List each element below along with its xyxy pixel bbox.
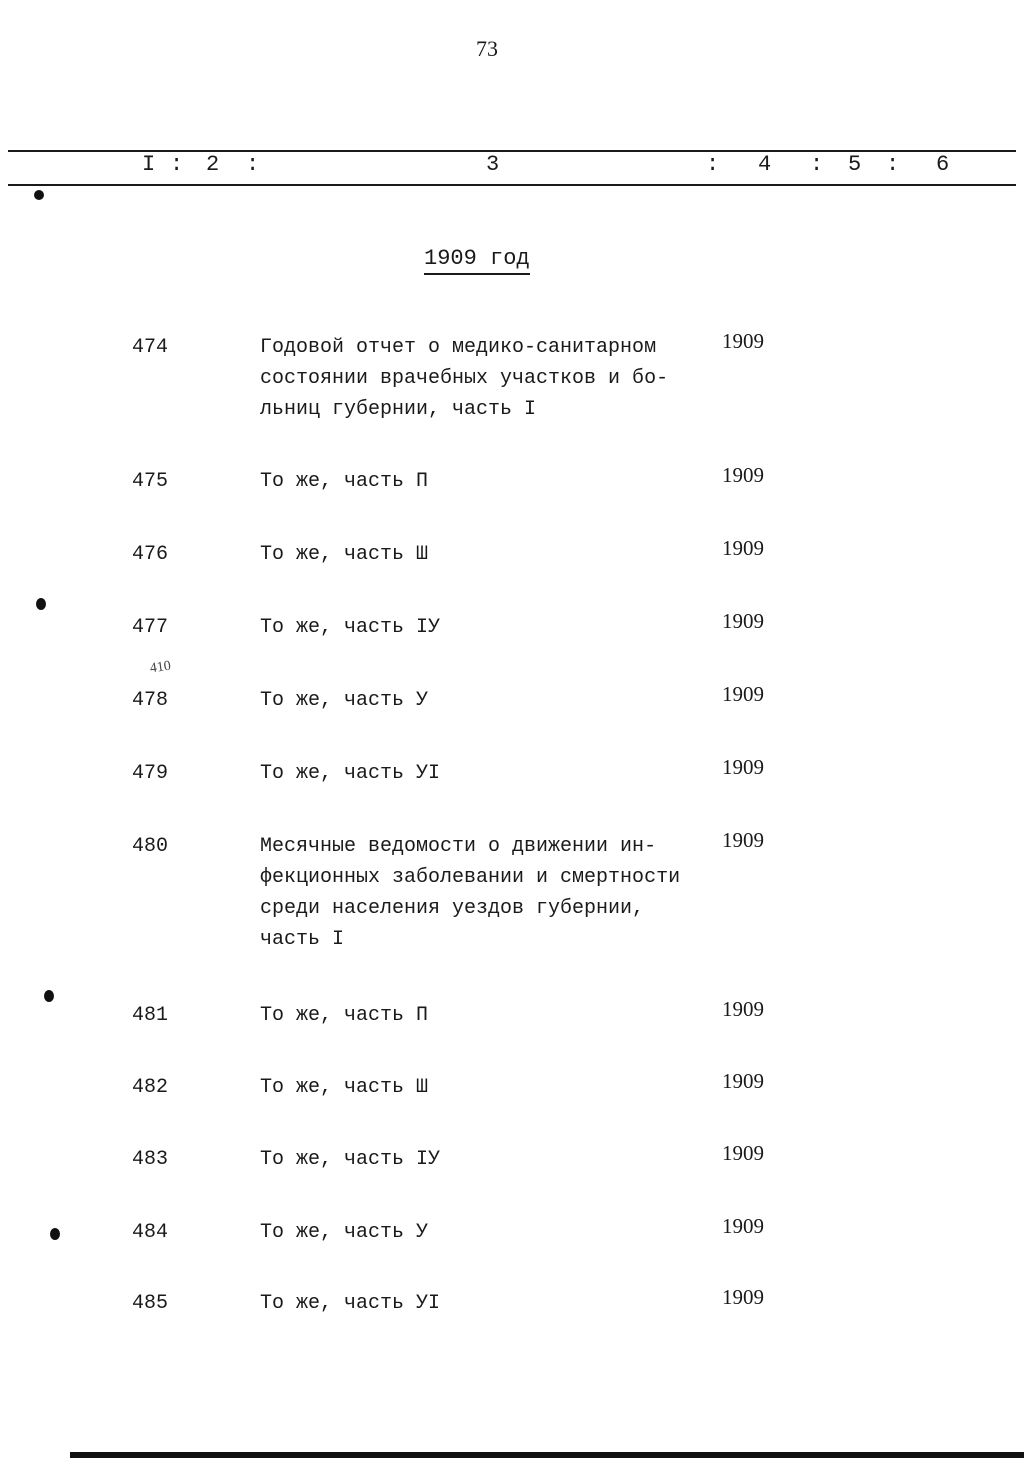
footer-rule bbox=[70, 1452, 1024, 1458]
entry-number: 484 bbox=[132, 1221, 169, 1244]
entry-year: 1909 bbox=[722, 1214, 764, 1238]
column-header-3: 3 bbox=[486, 152, 500, 177]
entry-title: То же, часть У bbox=[260, 1221, 429, 1244]
entry-year: 1909 bbox=[722, 828, 764, 852]
entry-title: То же, часть IУ bbox=[260, 1148, 441, 1171]
entry-title: То же, часть У bbox=[260, 689, 429, 712]
entry-year: 1909 bbox=[722, 609, 764, 633]
entry-year: 1909 bbox=[722, 1285, 764, 1309]
entry-number: 483 bbox=[132, 1148, 169, 1171]
column-header-4: 4 bbox=[758, 152, 772, 177]
column-header-separator: : bbox=[810, 152, 824, 177]
entry-year: 1909 bbox=[722, 755, 764, 779]
entry-number: 477 bbox=[132, 616, 169, 639]
binding-hole-mark bbox=[50, 1228, 60, 1240]
entry-number: 480 bbox=[132, 835, 169, 858]
entry-number: 475 bbox=[132, 470, 169, 493]
entry-year: 1909 bbox=[722, 997, 764, 1021]
entry-year: 1909 bbox=[722, 329, 764, 353]
entry-title: То же, часть Ш bbox=[260, 543, 429, 566]
margin-note: 410 bbox=[148, 658, 172, 677]
entry-number: 476 bbox=[132, 543, 169, 566]
entry-title: То же, часть П bbox=[260, 1004, 429, 1027]
column-header-separator: : bbox=[246, 152, 260, 177]
entry-number: 481 bbox=[132, 1004, 169, 1027]
header-rule-bottom bbox=[8, 184, 1016, 186]
column-header-row bbox=[8, 150, 1016, 184]
section-title: 1909 год bbox=[424, 246, 530, 275]
entry-title: То же, часть УI bbox=[260, 1292, 441, 1315]
entry-year: 1909 bbox=[722, 1141, 764, 1165]
entry-year: 1909 bbox=[722, 1069, 764, 1093]
entry-title: То же, часть Ш bbox=[260, 1076, 429, 1099]
entry-title: Месячные ведомости о движении ин- фекционных заболевании и смертности среди населения уездов губернии, часть I bbox=[260, 835, 681, 951]
column-header-separator: : bbox=[886, 152, 900, 177]
column-header-separator: : bbox=[706, 152, 720, 177]
column-header-6: 6 bbox=[936, 152, 950, 177]
entry-title: Годовой отчет о медико-санитарном состоянии врачебных участков и бо- льниц губернии, часть I bbox=[260, 336, 669, 421]
entry-number: 482 bbox=[132, 1076, 169, 1099]
column-header-separator: : bbox=[170, 152, 184, 177]
entry-title: То же, часть УI bbox=[260, 762, 441, 785]
binding-hole-mark bbox=[44, 990, 54, 1002]
entry-year: 1909 bbox=[722, 463, 764, 487]
entry-number: 474 bbox=[132, 336, 169, 359]
column-header-5: 5 bbox=[848, 152, 862, 177]
entry-number: 478 bbox=[132, 689, 169, 712]
entry-year: 1909 bbox=[722, 536, 764, 560]
entry-title: То же, часть П bbox=[260, 470, 429, 493]
column-header-1: I bbox=[142, 152, 156, 177]
column-header-2: 2 bbox=[206, 152, 220, 177]
entry-number: 479 bbox=[132, 762, 169, 785]
binding-hole-mark bbox=[36, 598, 46, 610]
entry-title: То же, часть IУ bbox=[260, 616, 441, 639]
page-number: 73 bbox=[476, 36, 498, 61]
entry-year: 1909 bbox=[722, 682, 764, 706]
binding-hole-mark bbox=[34, 190, 44, 200]
entry-number: 485 bbox=[132, 1292, 169, 1315]
